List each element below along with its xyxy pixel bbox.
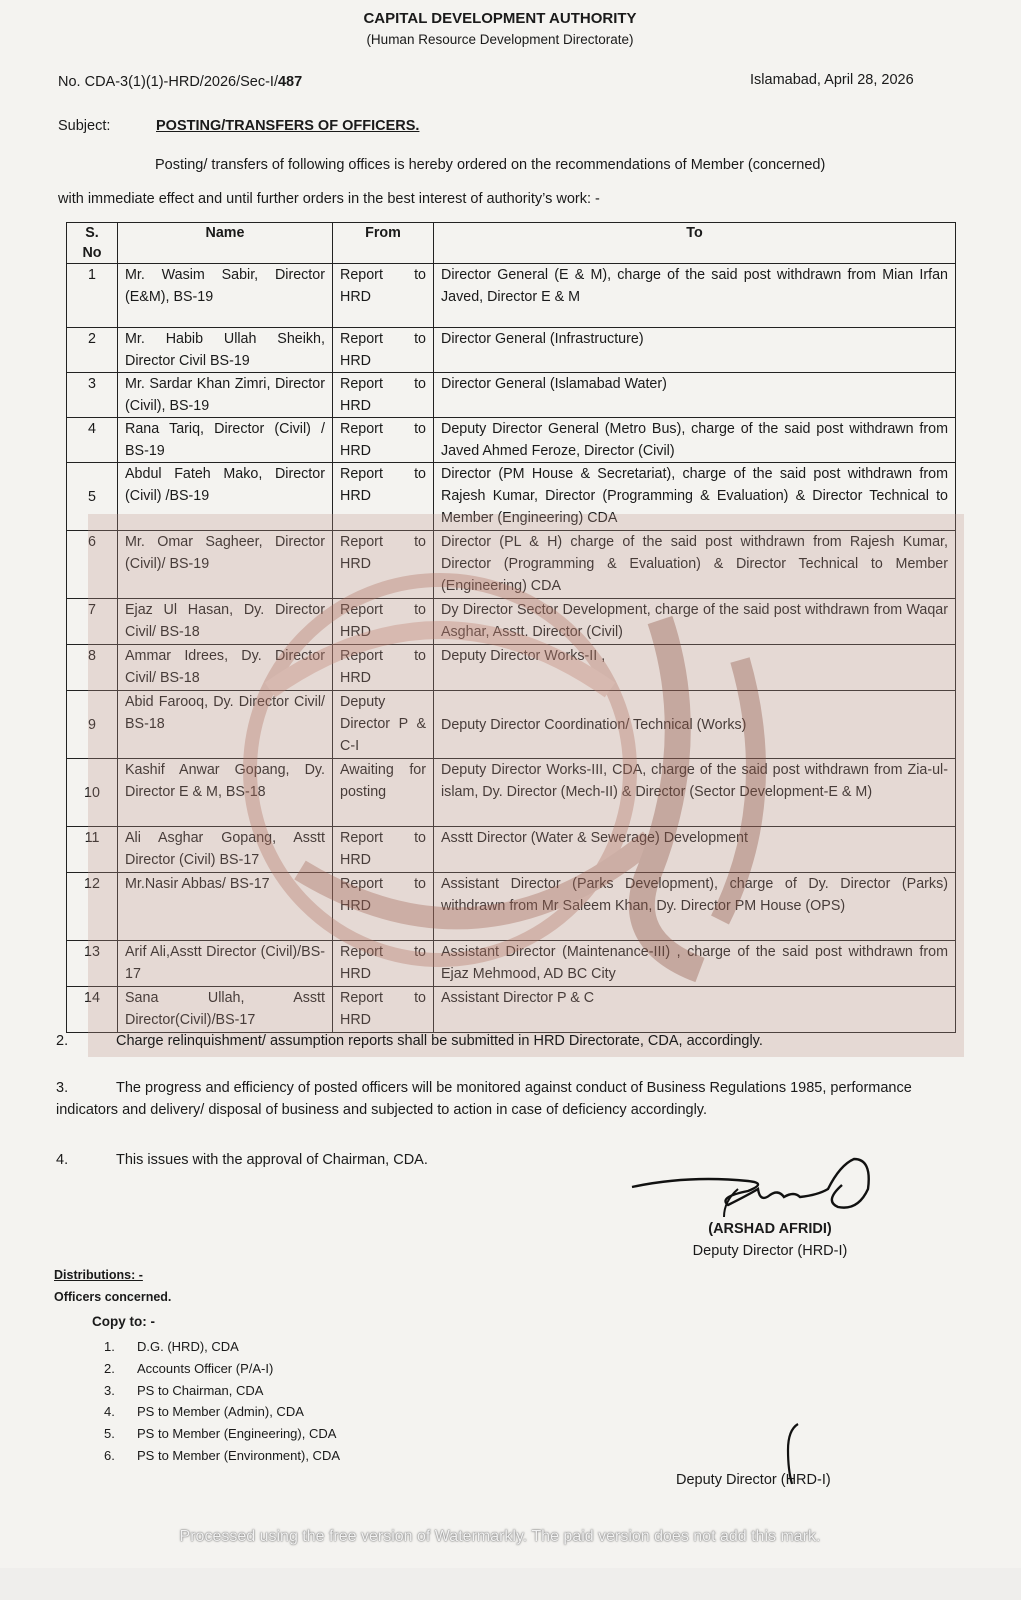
cell-from: Report to HRD	[333, 373, 434, 418]
cell-sno: 6	[67, 531, 118, 599]
table-row	[67, 328, 956, 373]
reference-number	[58, 74, 302, 90]
reference-prefix: No. CDA-3(1)(1)-HRD/2026/Sec-I/	[58, 74, 278, 90]
list-item-text: PS to Member (Engineering), CDA	[137, 1426, 337, 1442]
subject-value: POSTING/TRANSFERS OF OFFICERS.	[156, 118, 420, 134]
list-item-number: 2.	[104, 1360, 115, 1376]
list-item	[104, 1423, 340, 1445]
col-header-sno: S. No	[67, 223, 118, 264]
list-item-text: PS to Chairman, CDA	[137, 1382, 264, 1398]
transfers-table	[66, 222, 956, 1033]
cell-name: Abid Farooq, Dy. Director Civil/ BS-18	[118, 691, 333, 759]
cell-to: Asstt Director (Water & Sewerage) Development	[434, 827, 956, 873]
signature-icon	[628, 1145, 878, 1225]
col-header-to: To	[434, 223, 956, 264]
cell-to: Dy Director Sector Development, charge of the said post withdrawn from Waqar Asghar, Asstt. Director (Civil)	[434, 599, 956, 645]
cell-from: Report to HRD	[333, 463, 434, 531]
paragraph-2-number: 2.	[56, 1033, 69, 1049]
cell-name: Mr. Wasim Sabir, Director (E&M), BS-19	[118, 264, 333, 328]
cell-to: Director General (E & M), charge of the said post withdrawn from Mian Irfan Javed, Director E & M	[434, 264, 956, 328]
reference-serial: 487	[277, 74, 303, 90]
paragraph-3-text: The progress and efficiency of posted officers will be monitored against conduct of Business Regulations 1985, performance indicators and delivery/ disposal of business and subjected to action in case of deficiency accordingly.	[56, 1080, 912, 1118]
officers-concerned: Officers concerned.	[54, 1290, 172, 1304]
intro-line-2: with immediate effect and until further orders in the best interest of authority’s work: -	[58, 191, 600, 207]
list-item	[104, 1336, 340, 1358]
list-item-text: Accounts Officer (P/A-I)	[137, 1360, 274, 1376]
paragraph-4-number: 4.	[56, 1152, 69, 1168]
subject-line	[58, 118, 419, 134]
cell-sno: 3	[67, 373, 118, 418]
cell-name: Sana Ullah, Asstt Director(Civil)/BS-17	[118, 987, 333, 1033]
list-item-number: 4.	[104, 1404, 115, 1420]
cell-from: Report to HRD	[333, 599, 434, 645]
cell-to: Director General (Infrastructure)	[434, 328, 956, 373]
cell-to: Director (PM House & Secretariat), charge of the said post withdrawn from Rajesh Kumar, Director (Programming & Evaluation) & Director Technical to Member (Engineering) CDA	[434, 463, 956, 531]
cell-from: Report to HRD	[333, 827, 434, 873]
closing-title: Deputy Director (HRD-I)	[676, 1472, 831, 1488]
table-row	[67, 463, 956, 531]
cell-sno: 9	[67, 691, 118, 759]
cell-to: Assistant Director (Maintenance-III) , charge of the said post withdrawn from Ejaz Mehmood, AD BC City	[434, 941, 956, 987]
signatory-name: (ARSHAD AFRIDI)	[708, 1221, 832, 1237]
table-row	[67, 987, 956, 1033]
cell-from: Report to HRD	[333, 418, 434, 463]
cell-from: Report to HRD	[333, 645, 434, 691]
paragraph-4-text: This issues with the approval of Chairman, CDA.	[116, 1152, 428, 1168]
list-item	[104, 1358, 340, 1380]
cell-name: Arif Ali,Asstt Director (Civil)/BS-17	[118, 941, 333, 987]
distribution-label: Distributions: -	[54, 1268, 143, 1282]
col-header-name: Name	[118, 223, 333, 264]
table-row	[67, 264, 956, 328]
cell-sno: 2	[67, 328, 118, 373]
cell-to: Director General (Islamabad Water)	[434, 373, 956, 418]
intro-line-1: Posting/ transfers of following offices is hereby ordered on the recommendations of Member (concerned)	[155, 157, 826, 173]
cell-sno: 10	[67, 759, 118, 827]
cell-name: Rana Tariq, Director (Civil) / BS-19	[118, 418, 333, 463]
table-row	[67, 418, 956, 463]
signatory-title: Deputy Director (HRD-I)	[692, 1243, 848, 1259]
list-item-number: 1.	[104, 1339, 115, 1354]
cell-to: Assistant Director (Parks Development), charge of Dy. Director (Parks) withdrawn from Mr Saleem Khan, Dy. Director PM House (OPS)	[434, 873, 956, 941]
cell-sno: 14	[67, 987, 118, 1033]
cell-to: Deputy Director Works-II ,	[434, 645, 956, 691]
cell-to: Deputy Director Coordination/ Technical (Works)	[434, 691, 956, 759]
paragraph-2	[56, 1030, 966, 1052]
watermark-notice: Processed using the free version of Watermarkly. The paid version does not add this mark.	[179, 1528, 821, 1545]
table-row	[67, 531, 956, 599]
list-item-number: 3.	[104, 1382, 115, 1398]
cell-sno: 1	[67, 264, 118, 328]
list-item-text: PS to Member (Admin), CDA	[137, 1404, 304, 1420]
paragraph-2-text: Charge relinquishment/ assumption reports shall be submitted in HRD Directorate, CDA, accordingly.	[116, 1033, 763, 1049]
cell-name: Kashif Anwar Gopang, Dy. Director E & M, BS-18	[118, 759, 333, 827]
list-item	[104, 1380, 340, 1402]
org-name: CAPITAL DEVELOPMENT AUTHORITY	[363, 10, 637, 27]
cell-to: Assistant Director P & C	[434, 987, 956, 1033]
cell-sno: 11	[67, 827, 118, 873]
cell-sno: 7	[67, 599, 118, 645]
cell-from: Report to HRD	[333, 987, 434, 1033]
cell-sno: 4	[67, 418, 118, 463]
list-item-number: 6.	[104, 1447, 115, 1463]
table-row	[67, 691, 956, 759]
table-row	[67, 645, 956, 691]
cell-sno: 13	[67, 941, 118, 987]
cell-name: Ali Asghar Gopang, Asstt Director (Civil) BS-17	[118, 827, 333, 873]
cell-from: Report to HRD	[333, 328, 434, 373]
cell-to: Director (PL & H) charge of the said post withdrawn from Rajesh Kumar, Director (Programming & Evaluation) & Director Technical to Member (Engineering) CDA	[434, 531, 956, 599]
cell-sno: 5	[67, 463, 118, 531]
cell-from: Deputy Director P & C-I	[333, 691, 434, 759]
subject-label: Subject:	[58, 118, 111, 134]
table-row	[67, 873, 956, 941]
cell-name: Ejaz Ul Hasan, Dy. Director Civil/ BS-18	[118, 599, 333, 645]
issue-date: Islamabad, April 28, 2026	[750, 72, 914, 88]
list-item-number: 5.	[104, 1426, 115, 1442]
table-row	[67, 827, 956, 873]
cell-name: Mr. Habib Ullah Sheikh, Director Civil BS-19	[118, 328, 333, 373]
bottom-margin	[0, 1568, 1021, 1600]
table-row	[67, 599, 956, 645]
table-row	[67, 759, 956, 827]
copy-list	[104, 1336, 340, 1467]
cell-from: Report to HRD	[333, 264, 434, 328]
cell-from: Awaiting for posting	[333, 759, 434, 827]
cell-sno: 8	[67, 645, 118, 691]
cell-name: Mr. Sardar Khan Zimri, Director (Civil), BS-19	[118, 373, 333, 418]
cell-name: Ammar Idrees, Dy. Director Civil/ BS-18	[118, 645, 333, 691]
cell-from: Report to HRD	[333, 941, 434, 987]
cell-name: Mr. Omar Sagheer, Director (Civil)/ BS-19	[118, 531, 333, 599]
cell-from: Report to HRD	[333, 873, 434, 941]
cell-name: Mr.Nasir Abbas/ BS-17	[118, 873, 333, 941]
paragraph-3	[56, 1077, 966, 1121]
cell-from: Report to HRD	[333, 531, 434, 599]
cell-sno: 12	[67, 873, 118, 941]
list-item-text: D.G. (HRD), CDA	[137, 1339, 239, 1354]
department-name: (Human Resource Development Directorate)	[366, 32, 634, 47]
signatory-block	[650, 1218, 890, 1262]
col-header-from: From	[333, 223, 434, 264]
list-item	[104, 1445, 340, 1467]
table-header-row	[67, 223, 956, 264]
cell-to: Deputy Director Works-III, CDA, charge of the said post withdrawn from Zia-ul-islam, Dy. Director (Mech-II) & Director (Sector Development-E & M)	[434, 759, 956, 827]
paragraph-3-number: 3.	[56, 1080, 69, 1096]
cell-name: Abdul Fateh Mako, Director (Civil) /BS-19	[118, 463, 333, 531]
table-row	[67, 373, 956, 418]
table-row	[67, 941, 956, 987]
list-item-text: PS to Member (Environment), CDA	[137, 1447, 341, 1463]
copy-to-label: Copy to: -	[92, 1314, 155, 1329]
cell-to: Deputy Director General (Metro Bus), charge of the said post withdrawn from Javed Ahmed Feroze, Director (Civil)	[434, 418, 956, 463]
list-item	[104, 1401, 340, 1423]
